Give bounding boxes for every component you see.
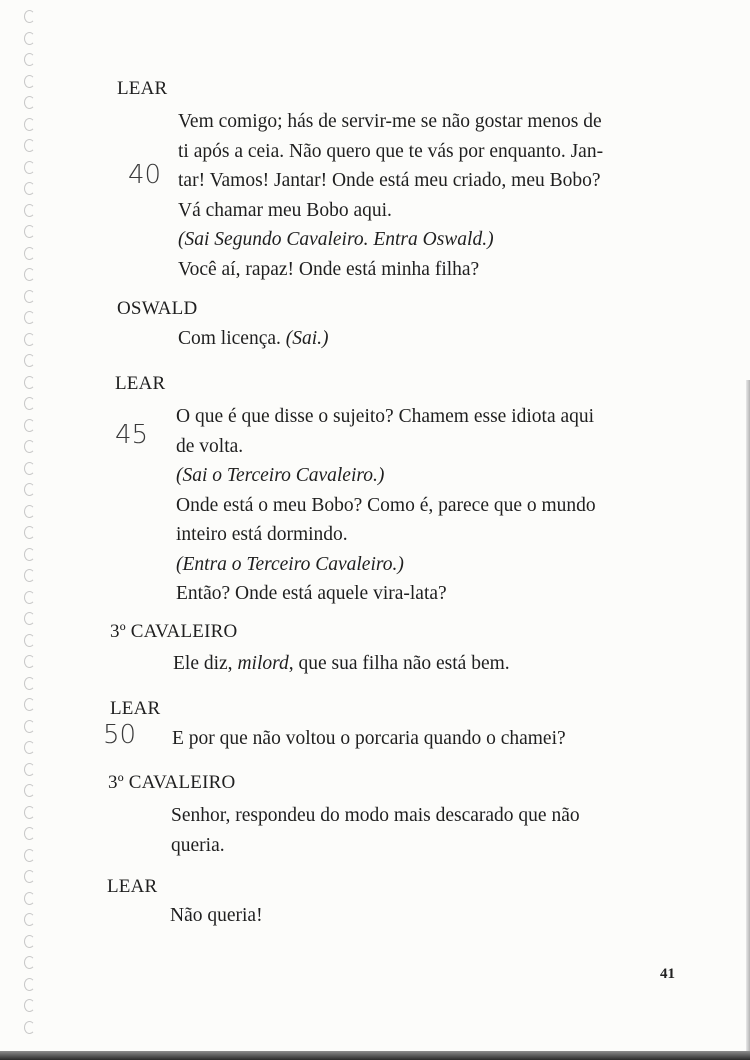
speech-line: tar! Vamos! Jantar! Onde está meu criado, meu Bobo?	[178, 170, 601, 191]
margin-line-number: 50	[103, 720, 137, 750]
binding-hole	[24, 591, 35, 604]
speaker-name: LEAR	[117, 78, 168, 99]
speech-line: Então? Onde está aquele vira-lata?	[176, 583, 447, 604]
binding-hole	[24, 75, 35, 88]
speech-block	[171, 801, 580, 860]
italic-word: milord	[237, 653, 289, 674]
binding-hole	[24, 978, 35, 991]
binding-hole	[24, 204, 35, 217]
stage-direction: (Sai o Terceiro Cavaleiro.)	[176, 465, 385, 486]
binding-hole	[24, 827, 35, 840]
speaker-name: LEAR	[115, 373, 166, 394]
binding-hole	[24, 526, 35, 539]
binding-hole	[24, 225, 35, 238]
binding-hole	[24, 247, 35, 260]
stage-direction: (Sai.)	[285, 328, 329, 349]
binding-hole	[24, 806, 35, 819]
binding-hole	[24, 311, 35, 324]
speech-text: Com licença.	[178, 328, 281, 349]
binding-hole	[24, 677, 35, 690]
speech-line: Não queria!	[170, 905, 263, 926]
binding-hole	[24, 548, 35, 561]
speech-text: , que sua filha não está bem.	[288, 653, 510, 674]
binding-hole	[24, 849, 35, 862]
binding-hole	[24, 462, 35, 475]
binding-hole	[24, 634, 35, 647]
stage-direction: (Sai Segundo Cavaleiro. Entra Oswald.)	[178, 229, 494, 250]
speech-line: inteiro está dormindo.	[176, 524, 348, 545]
speech-block	[172, 724, 566, 754]
binding-hole	[24, 440, 35, 453]
binding-hole	[24, 935, 35, 948]
speaker-name: 3º CAVALEIRO	[110, 621, 238, 642]
speech-block	[178, 324, 329, 354]
binding-hole	[24, 569, 35, 582]
binding-hole	[24, 10, 35, 23]
speech-line: Vá chamar meu Bobo aqui.	[178, 199, 392, 221]
speech-line: ti após a ceia. Não quero que te vás por enquanto. Jan-	[178, 140, 604, 162]
speaker-name: LEAR	[107, 876, 158, 897]
binding-hole	[24, 870, 35, 883]
speech-line: Onde está o meu Bobo? Como é, parece que o mundo	[176, 494, 596, 516]
speech-line: O que é que disse o sujeito? Chamem esse idiota aqui	[176, 406, 595, 427]
binding-holes	[16, 10, 44, 1050]
binding-hole	[24, 139, 35, 152]
speech-block	[176, 402, 596, 609]
binding-hole	[24, 333, 35, 346]
binding-hole	[24, 956, 35, 969]
binding-hole	[24, 655, 35, 668]
binding-hole	[24, 1021, 35, 1034]
page-bottom-edge	[0, 1051, 750, 1060]
speech-line: Você aí, rapaz! Onde está minha filha?	[178, 258, 480, 280]
binding-hole	[24, 892, 35, 905]
binding-hole	[24, 720, 35, 733]
binding-hole	[24, 999, 35, 1012]
stage-direction: (Entra o Terceiro Cavaleiro.)	[176, 553, 404, 575]
speech-line: Vem comigo; hás de servir-me se não gostar menos de	[178, 111, 602, 132]
binding-hole	[24, 53, 35, 66]
speaker-name: 3º CAVALEIRO	[108, 772, 236, 793]
binding-hole	[24, 268, 35, 281]
speech-text: Ele diz,	[173, 653, 238, 674]
speaker-name: OSWALD	[117, 298, 198, 319]
speech-line: Senhor, respondeu do modo mais descarado que não	[171, 805, 580, 826]
binding-hole	[24, 182, 35, 195]
speech-block	[173, 649, 510, 679]
binding-hole	[24, 698, 35, 711]
binding-hole	[24, 612, 35, 625]
page-edge-shadow	[746, 380, 750, 1060]
speech-block	[170, 901, 263, 931]
binding-hole	[24, 96, 35, 109]
binding-hole	[24, 913, 35, 926]
binding-hole	[24, 376, 35, 389]
speech-line: queria.	[171, 834, 225, 856]
binding-hole	[24, 354, 35, 367]
binding-hole	[24, 161, 35, 174]
speech-line: de volta.	[176, 435, 244, 457]
margin-line-number: 45	[115, 420, 149, 450]
binding-hole	[24, 290, 35, 303]
binding-hole	[24, 784, 35, 797]
binding-hole	[24, 741, 35, 754]
binding-hole	[24, 32, 35, 45]
speech-line	[173, 649, 510, 679]
binding-hole	[24, 397, 35, 410]
margin-line-number: 40	[128, 160, 162, 190]
binding-hole	[24, 118, 35, 131]
binding-hole	[24, 763, 35, 776]
binding-hole	[24, 483, 35, 496]
speech-block	[178, 107, 603, 284]
binding-hole	[24, 505, 35, 518]
speaker-name: LEAR	[110, 698, 161, 719]
page-number: 41	[660, 966, 675, 982]
speech-line: E por que não voltou o porcaria quando o chamei?	[172, 728, 566, 749]
binding-hole	[24, 419, 35, 432]
speech-line	[178, 324, 329, 354]
